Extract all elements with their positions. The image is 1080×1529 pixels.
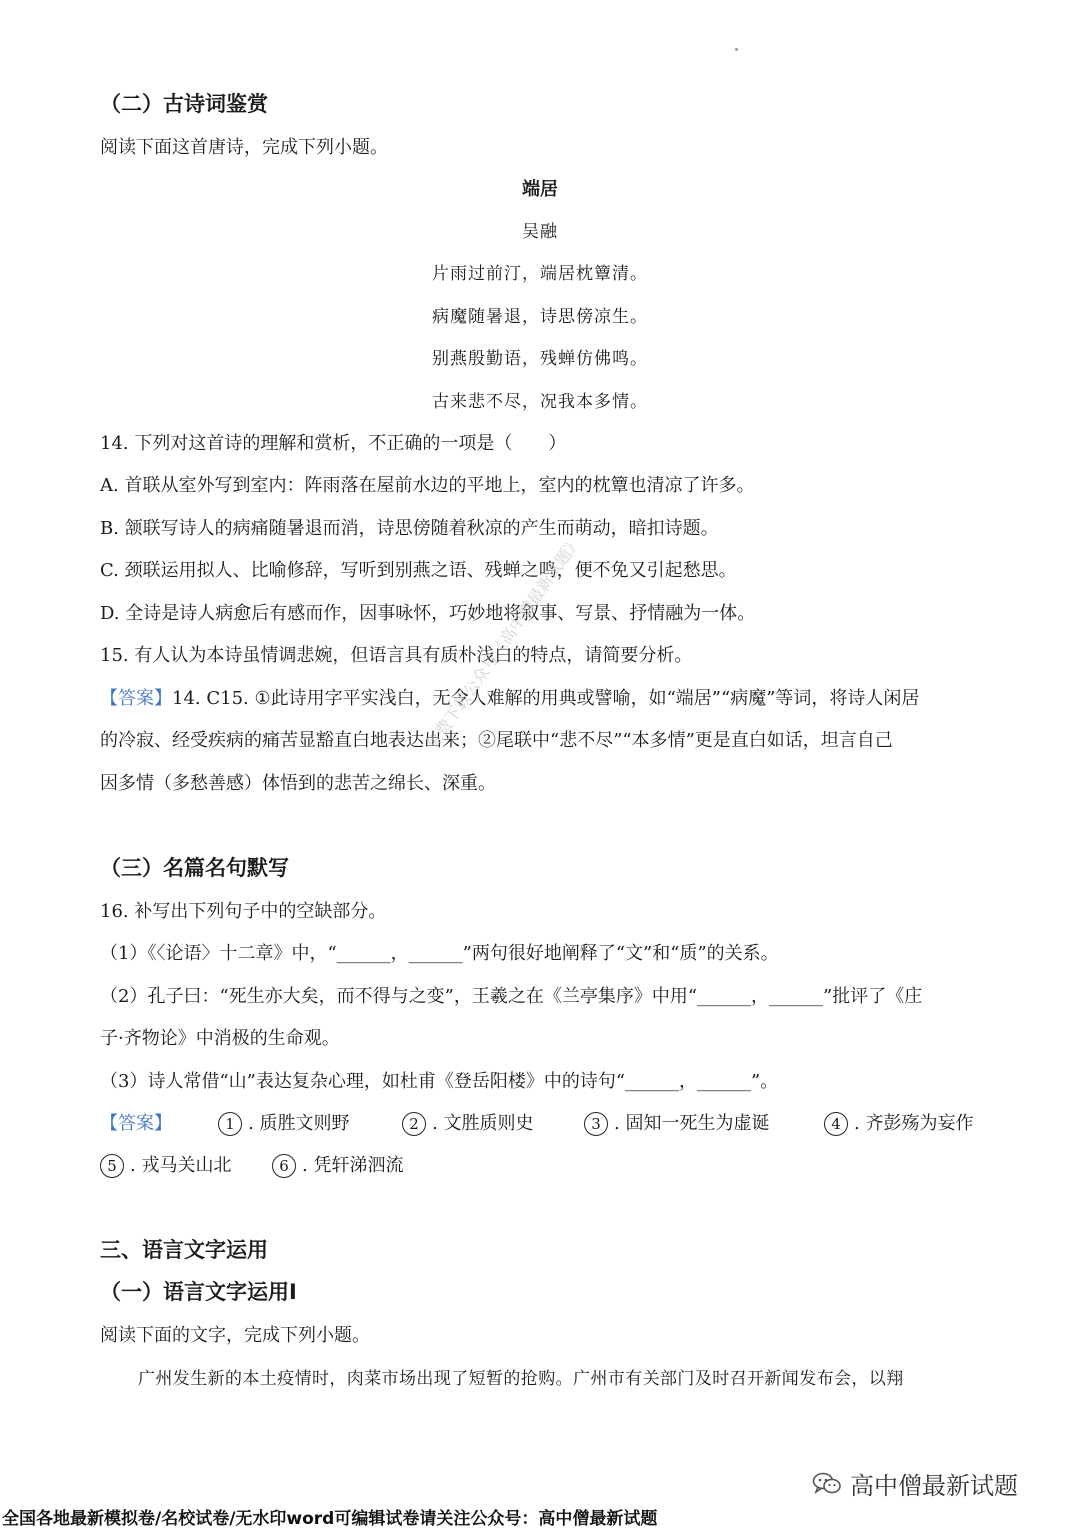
fill-item-3: （3）诗人常借“山”表达复杂心理，如杜甫《登岳阳楼》中的诗句“______，______”。 <box>100 1071 779 1092</box>
answer-tag-16: 【答案】 <box>100 1113 172 1134</box>
poem-author: 吴融 <box>522 222 558 242</box>
answer-line-1 <box>100 687 919 711</box>
footer-notice: 全国各地最新模拟卷/名校试卷/无水印word可编辑试卷请关注公众号：高中僧最新试题 <box>2 1509 658 1529</box>
subsection-title: （一）语言文字运用Ⅰ <box>100 1280 297 1304</box>
circled-number: 5 <box>100 1154 124 1178</box>
poem-line-4: 古来悲不尽，况我本多情。 <box>432 392 648 412</box>
section-title-poetry: （二）古诗词鉴赏 <box>100 92 268 116</box>
answer-item-6: 6 . 凭轩涕泗流 <box>272 1154 403 1178</box>
poem-line-2: 病魔随暑退，诗思傍凉生。 <box>432 307 648 327</box>
answer-item-5: 5 . 戎马关山北 <box>100 1154 231 1178</box>
poem-line-3: 别燕殷勤语，残蝉仿佛鸣。 <box>432 349 648 369</box>
section-title-recitation: （三）名篇名句默写 <box>100 856 289 880</box>
answer-item-2: 2 . 文胜质则史 <box>402 1112 533 1136</box>
question-16: 16. 补写出下列句子中的空缺部分。 <box>100 901 387 922</box>
poem-line-1: 片雨过前汀，端居枕簟清。 <box>432 264 648 284</box>
answer-line-3: 因多情（多愁善感）体悟到的悲苦之绵长、深重。 <box>100 773 496 794</box>
option-d: D. 全诗是诗人病愈后有感而作，因事咏怀，巧妙地将叙事、写景、抒情融为一体。 <box>100 603 756 624</box>
language-intro: 阅读下面的文字，完成下列小题。 <box>100 1325 370 1346</box>
scan-speck <box>735 48 738 51</box>
fill-item-1: （1）《〈论语〉十二章》中，“______，______”两句很好地阐释了“文”和“质”的关系。 <box>100 943 779 964</box>
option-b: B. 颔联写诗人的病痛随暑退而消，诗思傍随着秋凉的产生而萌动，暗扣诗题。 <box>100 518 719 539</box>
circled-number: 6 <box>272 1154 296 1178</box>
answer-text-1: 14. C15. ①此诗用字平实浅白，无令人难解的用典或譬喻，如“端居”“病魔”等词，将诗人闲居 <box>172 688 920 709</box>
circled-number: 4 <box>824 1112 848 1136</box>
option-a: A. 首联从室外写到室内：阵雨落在屋前水边的平地上，室内的枕簟也清凉了许多。 <box>100 475 755 496</box>
option-c: C. 颈联运用拟人、比喻修辞，写听到别燕之语、残蝉之鸣，便不免又引起愁思。 <box>100 560 737 581</box>
part-three-title: 三、语言文字运用 <box>100 1238 268 1262</box>
circled-number: 3 <box>584 1112 608 1136</box>
poem-title: 端居 <box>522 179 558 200</box>
answers-row-1 <box>0 1112 1080 1142</box>
wechat-icon <box>812 1471 842 1497</box>
answers-row-2 <box>0 1154 1080 1184</box>
circled-number: 2 <box>402 1112 426 1136</box>
circled-number: 1 <box>218 1112 242 1136</box>
answer-item-4: 4 . 齐彭殇为妄作 <box>824 1112 973 1136</box>
brand-name: 高中僧最新试题 <box>850 1472 1018 1500</box>
answer-tag: 【答案】 <box>100 688 172 709</box>
passage-first-line: 广州发生新的本土疫情时，肉菜市场出现了短暂的抢购。广州市有关部门及时召开新闻发布会，以翔 <box>138 1369 904 1389</box>
question-14: 14. 下列对这首诗的理解和赏析，不正确的一项是（ ） <box>100 433 567 454</box>
poetry-intro: 阅读下面这首唐诗，完成下列小题。 <box>100 137 388 158</box>
answer-item-3: 3 . 固知一死生为虚诞 <box>584 1112 769 1136</box>
question-15: 15. 有人认为本诗虽情调悲婉，但语言具有质朴浅白的特点，请简要分析。 <box>100 645 693 666</box>
fill-item-2-cont: 子·齐物论》中消极的生命观。 <box>100 1028 340 1049</box>
watermark: 免费下载公众号《高中僧最新试题》 <box>422 532 585 753</box>
answer-item-1: 1 . 质胜文则野 <box>218 1112 349 1136</box>
wechat-brand <box>812 1466 1018 1501</box>
fill-item-2: （2）孔子曰：“死生亦大矣，而不得与之变”，王羲之在《兰亭集序》中用“______，______”批评了《庄 <box>100 986 923 1007</box>
answer-line-2: 的冷寂、经受疾病的痛苦显豁直白地表达出来；②尾联中“悲不尽”“本多情”更是直白如话，坦言自己 <box>100 730 893 751</box>
